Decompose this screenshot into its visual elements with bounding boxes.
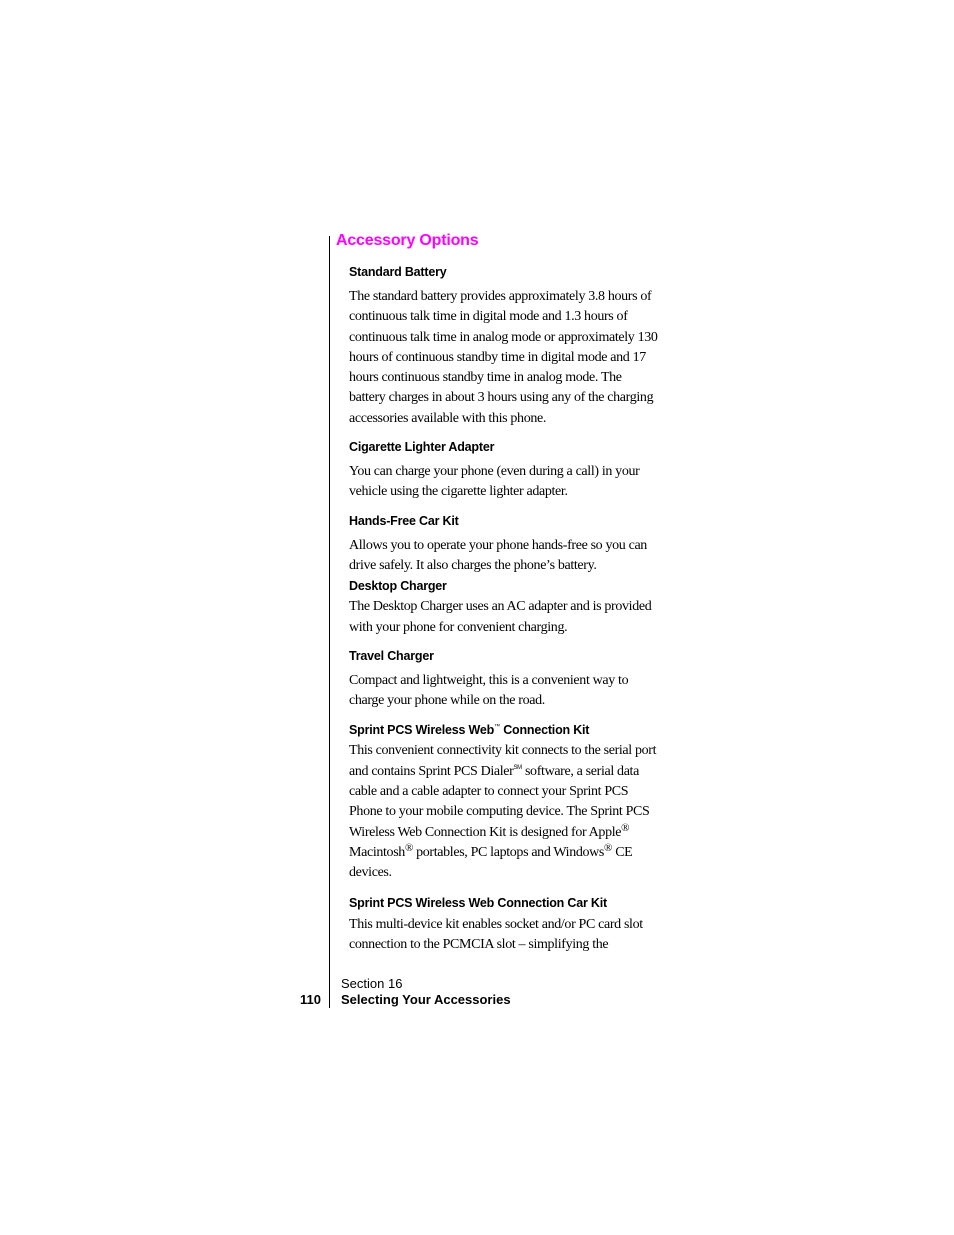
section-body: This multi-device kit enables socket and/or PC card slot connection to the PCMCIA slot – simplifying the <box>349 916 643 952</box>
section-heading: Sprint PCS Wireless Web Connection Car Kit <box>349 895 607 910</box>
section-body: The Desktop Charger uses an AC adapter and is provided with your phone for convenient charging. <box>349 599 652 635</box>
section-heading <box>349 721 661 739</box>
section-hands-free-car-kit <box>349 512 661 577</box>
section-cigarette-lighter-adapter <box>349 438 661 503</box>
registered-mark: ® <box>404 841 413 854</box>
section-wireless-web-connection-car-kit <box>349 894 661 956</box>
section-body: Allows you to operate your phone hands-free so you can drive safely. It also charges the phone’s battery. <box>349 537 647 573</box>
body-part: CE devices. <box>349 844 633 881</box>
section-body: You can charge your phone (even during a call) in your vehicle using the cigarette lighter adapter. <box>349 464 640 500</box>
footer-section-label: Section 16 <box>341 976 403 991</box>
section-wireless-web-connection-kit <box>349 721 661 883</box>
heading-part: Sprint PCS Wireless Web <box>349 723 495 738</box>
footer-chapter-title: Selecting Your Accessories <box>341 992 511 1007</box>
heading-part: Connection Kit <box>499 723 590 738</box>
registered-mark: ® <box>621 821 630 834</box>
section-body: The standard battery provides approximately 3.8 hours of continuous talk time in digital mode and 1.3 hours of continuous talk time in analog mode or approximately 130 hours of continuous standby time in digital mode and 17 hours continuous standby time in analog mode. The battery charges in about 3 hours using any of the charging accessories available with this phone. <box>349 289 658 426</box>
section-heading: Travel Charger <box>349 648 434 663</box>
section-standard-battery <box>349 263 661 429</box>
body-part: Macintosh <box>349 844 405 860</box>
trademark-mark: ™ <box>494 724 500 731</box>
section-heading: Desktop Charger <box>349 579 447 594</box>
section-travel-charger <box>349 647 661 712</box>
section-heading: Standard Battery <box>349 265 447 279</box>
registered-mark: ® <box>604 841 613 854</box>
body-part: portables, PC laptops and Windows <box>412 844 605 860</box>
body-part: This convenient connectivity kit connects to the serial port and contains Sprint PCS Dialer <box>349 743 657 779</box>
section-heading: Hands-Free Car Kit <box>349 513 459 528</box>
service-mark: SM <box>513 764 522 771</box>
page-number: 110 <box>300 992 321 1007</box>
section-heading: Cigarette Lighter Adapter <box>349 440 495 455</box>
section-desktop-charger <box>349 577 661 638</box>
page-title: Accessory Options <box>336 232 479 249</box>
section-body: Compact and lightweight, this is a convenient way to charge your phone while on the road. <box>349 672 629 709</box>
section-body <box>349 741 661 883</box>
body-part: software, a serial data cable and a cable adapter to connect your Sprint PCS Phone to your mobile computing device. The Sprint PCS Wireless Web Connection Kit is designed for Apple <box>349 763 650 840</box>
content-column <box>349 263 661 955</box>
margin-rule <box>329 236 330 1008</box>
